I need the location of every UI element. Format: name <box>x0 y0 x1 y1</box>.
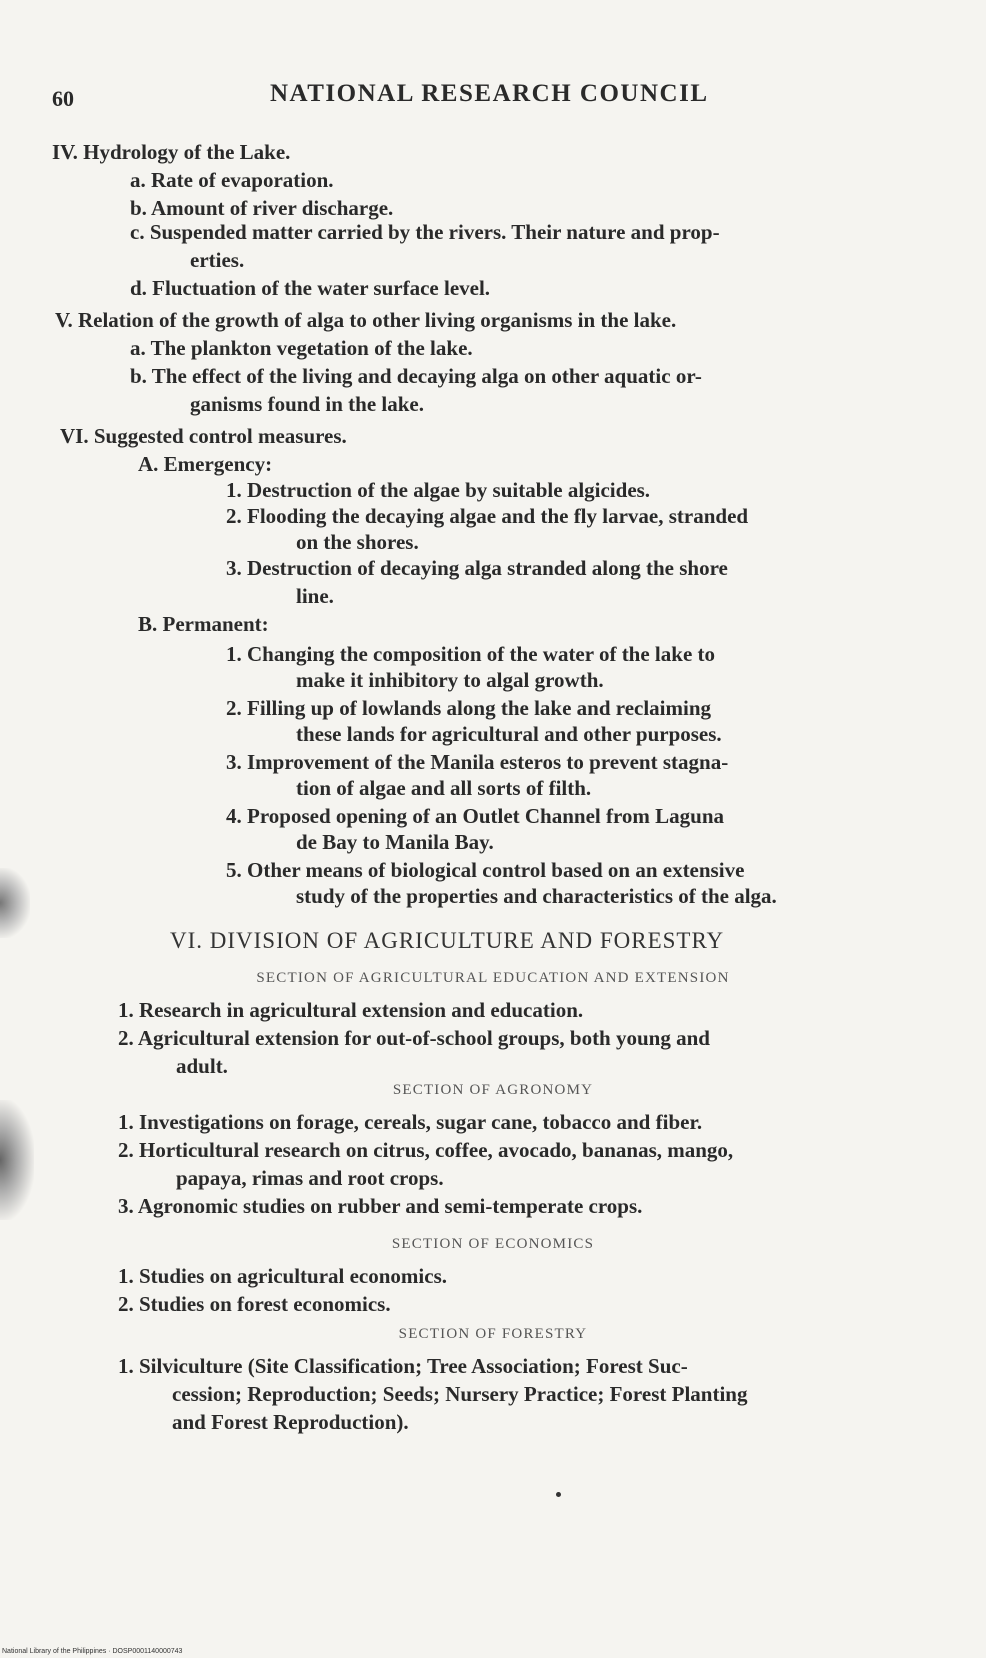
page-header <box>0 80 986 120</box>
section-item: 1. Studies on agricultural economics. <box>118 1264 447 1288</box>
outline-item-continuation: these lands for agricultural and other purposes. <box>296 722 722 746</box>
outline-item: 1. Destruction of the algae by suitable algicides. <box>226 478 651 502</box>
section-heading: SECTION OF ECONOMICS <box>391 1236 595 1252</box>
section-item-continuation: and Forest Reproduction). <box>172 1410 409 1434</box>
outline-item: 1. Changing the composition of the water of the lake to <box>226 642 716 666</box>
outline-item: c. Suspended matter carried by the rivers. Their nature and prop- <box>130 220 720 244</box>
outline-item-continuation: tion of algae and all sorts of filth. <box>296 776 592 800</box>
outline-item: 4. Proposed opening of an Outlet Channel from Laguna <box>226 804 725 828</box>
scan-smudge <box>0 1100 34 1220</box>
outline-item: b. The effect of the living and decaying alga on other aquatic or- <box>130 364 702 388</box>
outline-heading: V. Relation of the growth of alga to other living organisms in the lake. <box>55 308 677 332</box>
page-number: 60 <box>52 86 74 111</box>
outline-item-continuation: study of the properties and characteristics of the alga. <box>296 884 777 908</box>
outline-subheading: B. Permanent: <box>138 612 269 636</box>
section-item: 1. Silviculture (Site Classification; Tree Association; Forest Suc- <box>118 1354 688 1378</box>
outline-heading: IV. Hydrology of the Lake. <box>52 140 291 164</box>
scan-smudge <box>0 868 30 938</box>
outline-item-continuation: erties. <box>190 248 245 272</box>
outline-item-continuation: make it inhibitory to algal growth. <box>296 668 604 692</box>
ink-dot <box>556 1492 561 1497</box>
scan-footer: National Library of the Philippines · DOSP0001140000743 <box>2 1648 183 1655</box>
section-item: 2. Studies on forest economics. <box>118 1292 391 1316</box>
outline-item-continuation: de Bay to Manila Bay. <box>296 830 494 854</box>
outline-item-continuation: on the shores. <box>296 530 419 554</box>
outline-item-continuation: ganisms found in the lake. <box>190 392 424 416</box>
section-heading: SECTION OF AGRONOMY <box>392 1082 594 1098</box>
outline-item: d. Fluctuation of the water surface level. <box>130 276 491 300</box>
outline-heading: VI. Suggested control measures. <box>60 424 347 448</box>
section-item: 3. Agronomic studies on rubber and semi-temperate crops. <box>118 1194 643 1218</box>
outline-item-continuation: line. <box>296 584 334 608</box>
section-item: 1. Research in agricultural extension and education. <box>118 998 584 1022</box>
outline-item: a. Rate of evaporation. <box>130 168 334 192</box>
outline-item: 5. Other means of biological control based on an extensive <box>226 858 745 882</box>
section-heading: SECTION OF FORESTRY <box>398 1326 588 1342</box>
section-item-continuation: cession; Reproduction; Seeds; Nursery Practice; Forest Planting <box>172 1382 748 1406</box>
section-item-continuation: adult. <box>176 1054 228 1078</box>
section-item: 2. Agricultural extension for out-of-school groups, both young and <box>118 1026 710 1050</box>
outline-item: 3. Destruction of decaying alga stranded along the shore <box>226 556 728 580</box>
outline-item: 2. Flooding the decaying algae and the fly larvae, stranded <box>226 504 749 528</box>
section-item: 1. Investigations on forage, cereals, sugar cane, tobacco and fiber. <box>118 1110 703 1134</box>
outline-item: b. Amount of river discharge. <box>130 196 394 220</box>
section-item-continuation: papaya, rimas and root crops. <box>176 1166 444 1190</box>
section-item: 2. Horticultural research on citrus, coffee, avocado, bananas, mango, <box>118 1138 734 1162</box>
running-head: NATIONAL RESEARCH COUNCIL <box>270 80 709 107</box>
section-heading: SECTION OF AGRICULTURAL EDUCATION AND EXTENSION <box>256 970 730 986</box>
division-heading: VI. DIVISION OF AGRICULTURE AND FORESTRY <box>170 928 725 953</box>
outline-item: 3. Improvement of the Manila esteros to prevent stagna- <box>226 750 729 774</box>
outline-item: 2. Filling up of lowlands along the lake and reclaiming <box>226 696 712 720</box>
outline-subheading: A. Emergency: <box>138 452 273 476</box>
outline-item: a. The plankton vegetation of the lake. <box>130 336 473 360</box>
